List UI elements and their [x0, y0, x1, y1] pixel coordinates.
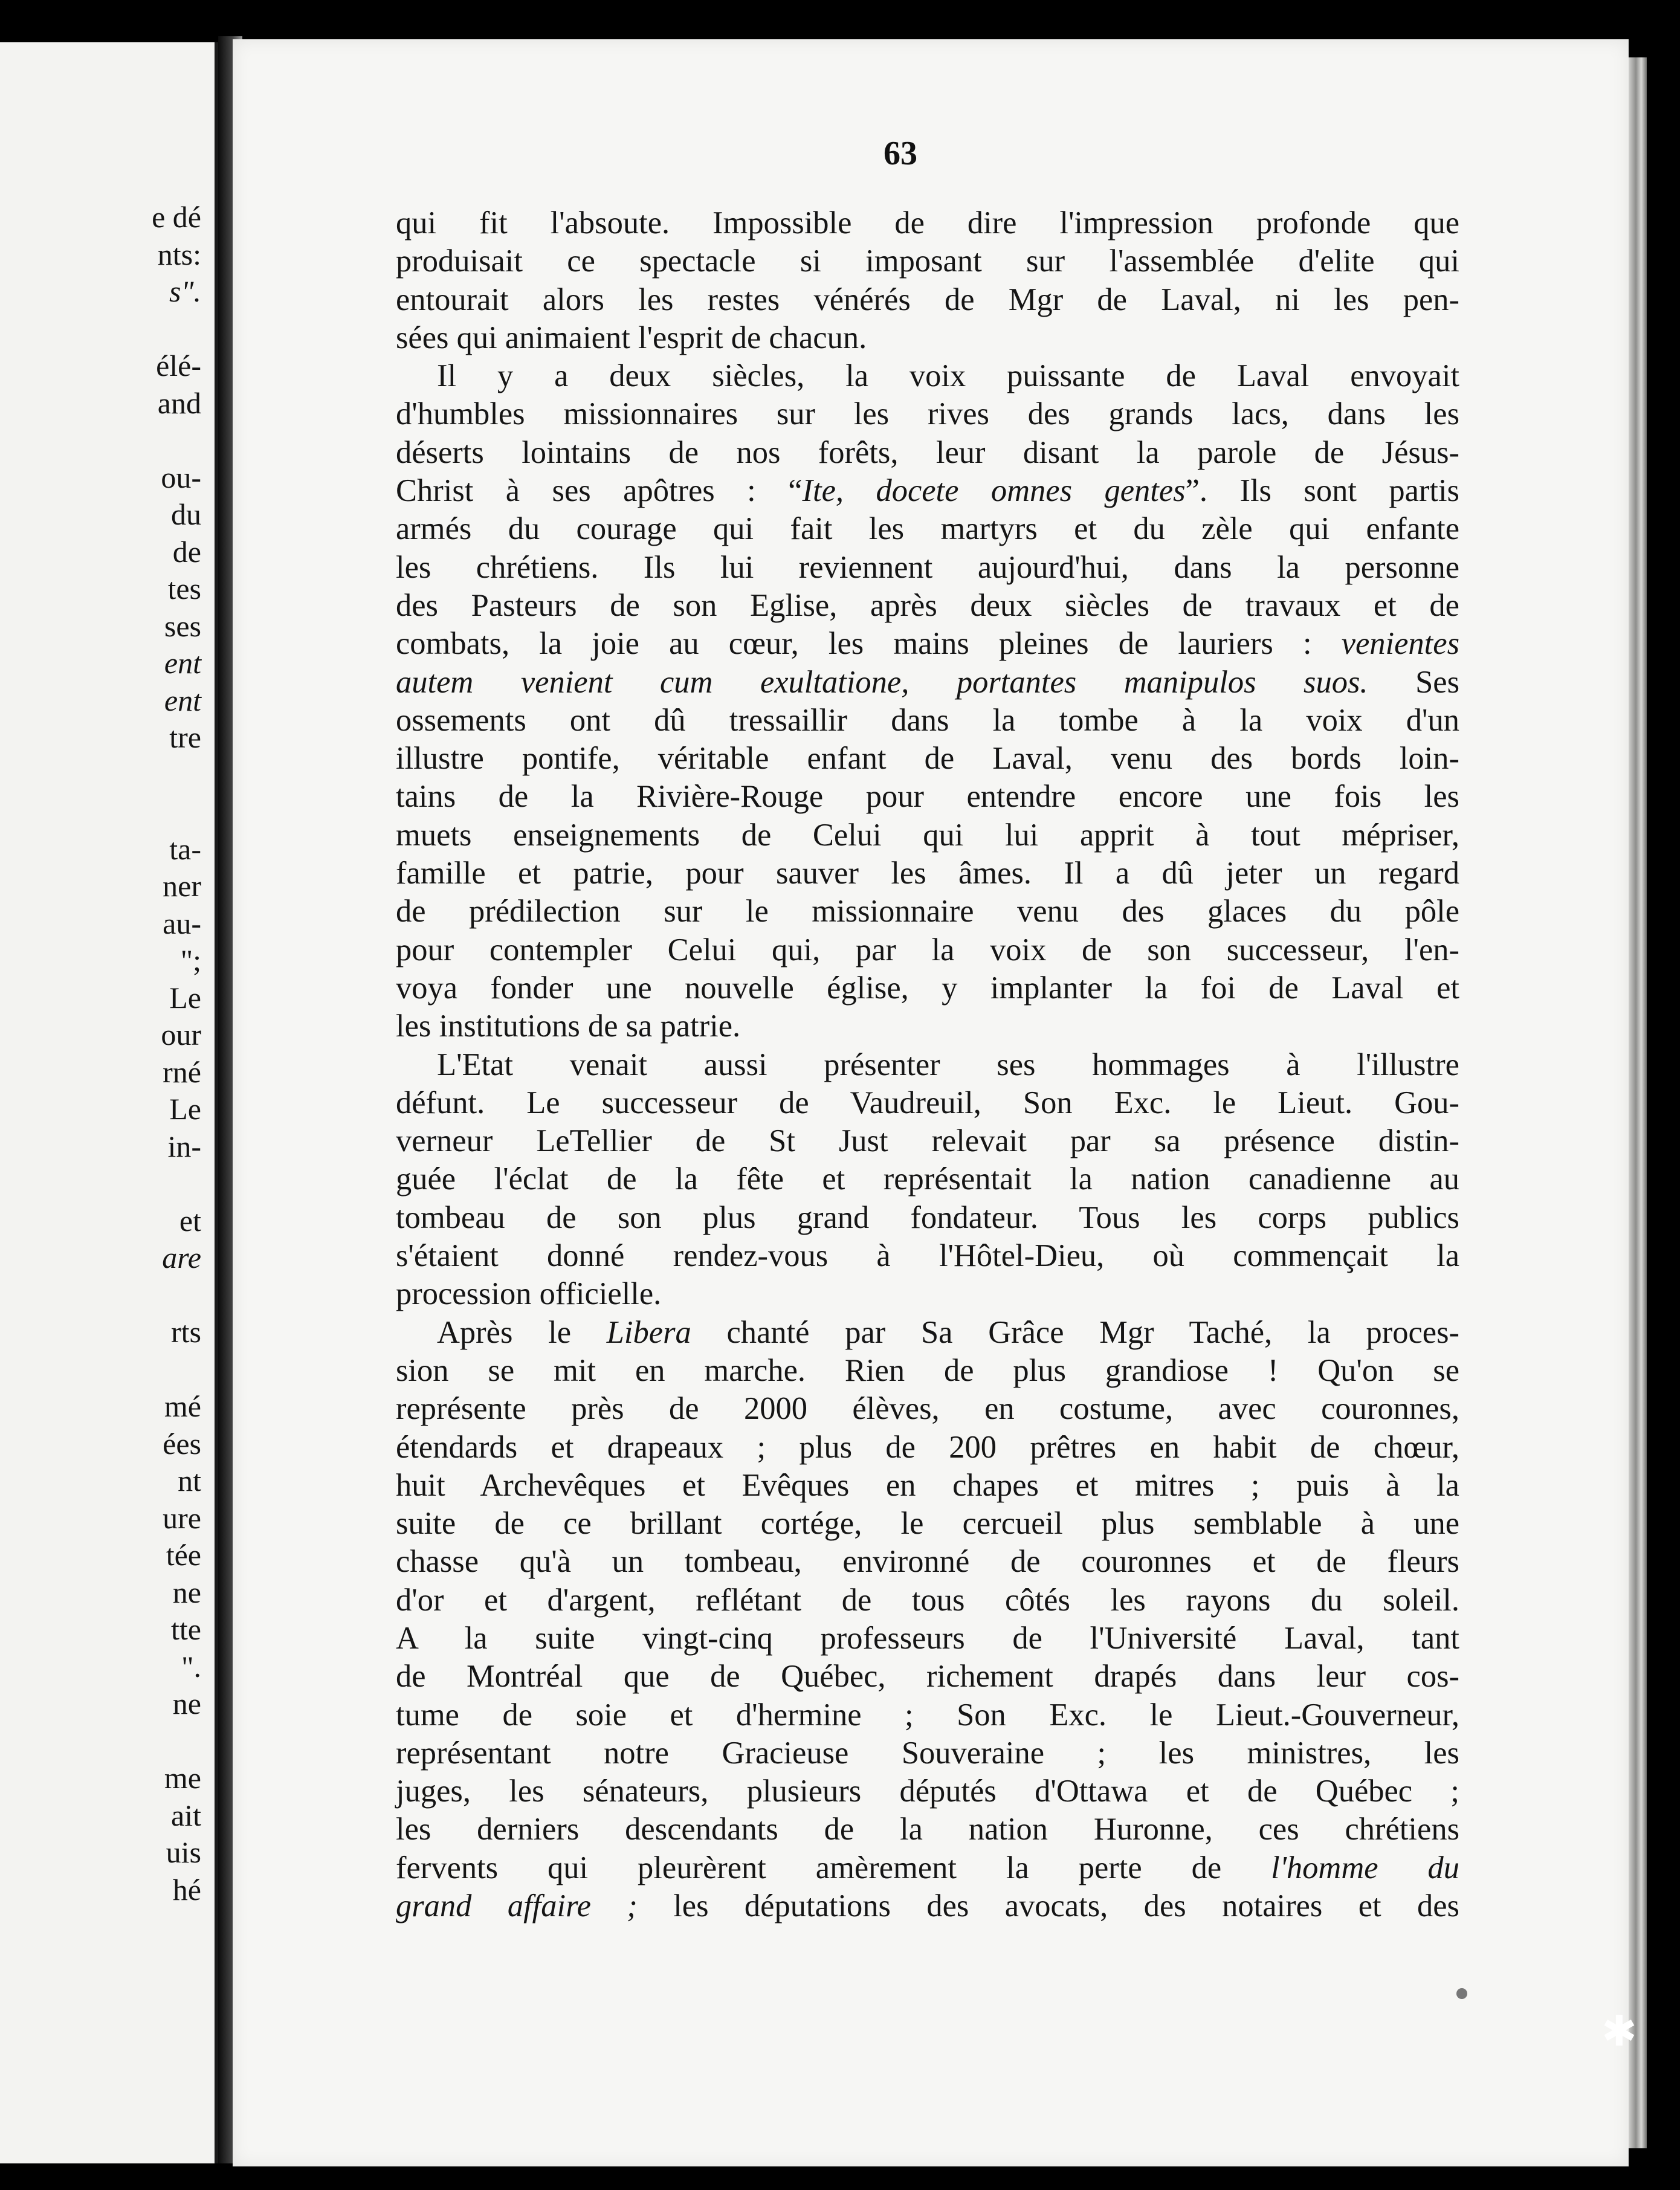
text-line: tombeau de son plus grand fondateur. Tous les corps publics: [396, 1200, 1459, 1235]
text-line: procession officielle.: [396, 1276, 662, 1312]
text-line: entourait alors les restes vénérés de Mgr de Laval, ni les pen-: [396, 282, 1459, 317]
left-page-fragment: rts: [171, 1315, 201, 1349]
left-page-fragment: ou-: [161, 460, 201, 494]
text-segment: fervents qui pleurèrent amèrement la perte de: [396, 1850, 1271, 1885]
text-line: représente près de 2000 élèves, en costume, avec couronnes,: [396, 1391, 1459, 1427]
text-line: de prédilection sur le missionnaire venu des glaces du pôle: [396, 894, 1459, 929]
text-line: juges, les sénateurs, plusieurs députés d'Ottawa et de Québec ;: [396, 1774, 1459, 1809]
text-segment: les députations des avocats, des notaires et des: [637, 1888, 1459, 1924]
left-page-fragment: our: [161, 1018, 201, 1051]
text-line: chasse qu'à un tombeau, environné de couronnes et de fleurs: [396, 1544, 1459, 1580]
text-segment: Ses: [1368, 664, 1459, 700]
text-line: d'humbles missionnaires sur les rives des grands lacs, dans les: [396, 396, 1459, 432]
left-page-fragment: ent: [164, 683, 201, 717]
left-page-fragment: ".: [181, 1649, 201, 1684]
text-line: Il y a deux siècles, la voix puissante de Laval envoyait: [437, 358, 1459, 394]
text-line: des Pasteurs de son Eglise, après deux siècles de travaux et de: [396, 587, 1459, 623]
text-segment: combats, la joie au cœur, les mains pleines de lauriers :: [396, 626, 1312, 662]
text-line: muets enseignements de Celui qui lui apprit à tout mépriser,: [396, 817, 1459, 853]
left-page-fragment: mé: [164, 1389, 201, 1423]
left-page-fragment: in-: [167, 1129, 201, 1163]
left-page-fragment: e dé: [152, 200, 201, 234]
text-line: tume de soie et d'hermine ; Son Exc. le Lieut.-Gouverneur,: [396, 1697, 1459, 1733]
left-page-fragment: me: [164, 1761, 201, 1795]
left-page-fragment: and: [157, 386, 201, 420]
left-page-fragment: Le: [169, 980, 201, 1015]
italic-quote: venientes: [1341, 626, 1459, 662]
text-segment: Après le: [437, 1314, 607, 1350]
text-line: de Montréal que de Québec, richement drapés dans leur cos-: [396, 1659, 1459, 1694]
left-page-fragment: au-: [163, 906, 201, 940]
left-page-fragment: tte: [171, 1612, 201, 1646]
text-line: s'étaient donné rendez-vous à l'Hôtel-Dieu, où commençait la: [396, 1238, 1459, 1274]
left-page-fragment: élé-: [156, 349, 201, 383]
text-line: famille et patrie, pour sauver les âmes. Il a dû jeter un regard: [396, 856, 1459, 891]
text-line: suite de ce brillant cortége, le cercueil plus semblable à une: [396, 1506, 1459, 1542]
text-line: produisait ce spectacle si imposant sur l'assemblée d'elite qui: [396, 244, 1459, 279]
left-page-fragment: ";: [180, 943, 201, 977]
left-page-fragment: ne: [172, 1575, 201, 1609]
text-line: [396, 1314, 1459, 1352]
text-line: sées qui animaient l'esprit de chacun.: [396, 320, 867, 355]
text-line: représentant notre Gracieuse Souveraine ; les ministres, les: [396, 1735, 1459, 1771]
text-line: pour contempler Celui qui, par la voix de son successeur, l'en-: [396, 932, 1459, 967]
text-segment: Christ à ses apôtres : “: [396, 473, 803, 509]
text-line: sion se mit en marche. Rien de plus grandiose ! Qu'on se: [396, 1352, 1459, 1388]
text-line: déserts lointains de nos forêts, leur disant la parole de Jésus-: [396, 434, 1459, 470]
left-page-fragment: are: [162, 1241, 201, 1274]
italic-quote: l'homme du: [1271, 1850, 1459, 1885]
left-page-fragment: ait: [171, 1798, 201, 1832]
left-page-fragment: ne: [172, 1687, 201, 1720]
text-segment: chanté par Sa Grâce Mgr Taché, la proces-: [691, 1314, 1459, 1350]
left-page-fragment: ta-: [169, 832, 201, 866]
previous-page-strip: [0, 42, 218, 2163]
left-page-fragment: ent: [164, 646, 201, 680]
left-page-fragment: ure: [163, 1500, 201, 1535]
text-line: guée l'éclat de la fête et représentait la nation canadienne au: [396, 1161, 1459, 1197]
text-line: verneur LeTellier de St Just relevait par sa présence distin-: [396, 1123, 1459, 1159]
text-line: illustre pontife, véritable enfant de Laval, venu des bords loin-: [396, 741, 1459, 777]
left-page-fragment: et: [179, 1203, 201, 1238]
text-line: tains de la Rivière-Rouge pour entendre encore une fois les: [396, 779, 1459, 815]
left-page-fragment: hé: [172, 1872, 201, 1907]
text-line: étendards et drapeaux ; plus de 200 prêtres en habit de chœur,: [396, 1429, 1459, 1465]
italic-word: Libera: [606, 1314, 691, 1350]
text-line: les institutions de sa patrie.: [396, 1009, 741, 1044]
text-line: les derniers descendants de la nation Huronne, ces chrétiens: [396, 1812, 1459, 1847]
text-line: voya fonder une nouvelle église, y implanter la foi de Laval et: [396, 970, 1459, 1006]
text-segment: ”. Ils sont partis: [1185, 473, 1459, 509]
text-line: [396, 664, 1459, 702]
star-mark-icon: ✱: [1601, 2006, 1637, 2056]
page-edge: [1629, 57, 1647, 2148]
left-page-fragment: tes: [167, 572, 201, 606]
text-line: ossements ont dû tressaillir dans la tombe à la voix d'un: [396, 702, 1459, 738]
left-page-fragment: tre: [169, 720, 201, 754]
ink-dot: [1456, 1988, 1467, 1999]
left-page-fragment: ées: [163, 1426, 201, 1461]
left-page-fragment: rné: [163, 1055, 201, 1089]
left-page-fragment: ner: [163, 869, 201, 903]
page-number: 63: [884, 135, 917, 172]
body-text: [396, 204, 1459, 1925]
left-page-fragment: s".: [169, 274, 201, 308]
italic-quote: grand affaire ;: [396, 1888, 638, 1924]
text-line: défunt. Le successeur de Vaudreuil, Son Exc. le Lieut. Gou-: [396, 1085, 1459, 1120]
text-line: [396, 625, 1459, 663]
text-line: huit Archevêques et Evêques en chapes et mitres ; puis à la: [396, 1467, 1459, 1503]
left-page-fragment: nts:: [157, 237, 201, 271]
text-line: armés du courage qui fait les martyrs et du zèle qui enfante: [396, 511, 1459, 547]
text-line: d'or et d'argent, reflétant de tous côtés les rayons du soleil.: [396, 1582, 1459, 1618]
text-line: [396, 1887, 1459, 1925]
italic-quote: Ite, docete omnes gentes: [802, 473, 1186, 509]
text-line: L'Etat venait aussi présenter ses hommages à l'illustre: [437, 1047, 1459, 1082]
text-line: qui fit l'absoute. Impossible de dire l'impression profonde que: [396, 205, 1459, 241]
text-line: [396, 1849, 1459, 1887]
left-page-fragment: du: [171, 497, 201, 531]
left-page-fragment: Le: [169, 1092, 201, 1126]
italic-quote: autem venient cum exultatione, portantes manipulos suos.: [396, 664, 1368, 700]
text-line: A la suite vingt-cinq professeurs de l'Université Laval, tant: [396, 1620, 1459, 1656]
left-page-fragment: nt: [178, 1464, 201, 1497]
left-page-fragment: ses: [164, 609, 201, 643]
left-page-fragment: de: [172, 534, 201, 569]
left-page-fragment: uis: [166, 1835, 201, 1869]
left-page-fragment: tée: [166, 1538, 201, 1572]
text-line: [396, 472, 1459, 510]
text-line: les chrétiens. Ils lui reviennent aujourd'hui, dans la personne: [396, 549, 1459, 585]
